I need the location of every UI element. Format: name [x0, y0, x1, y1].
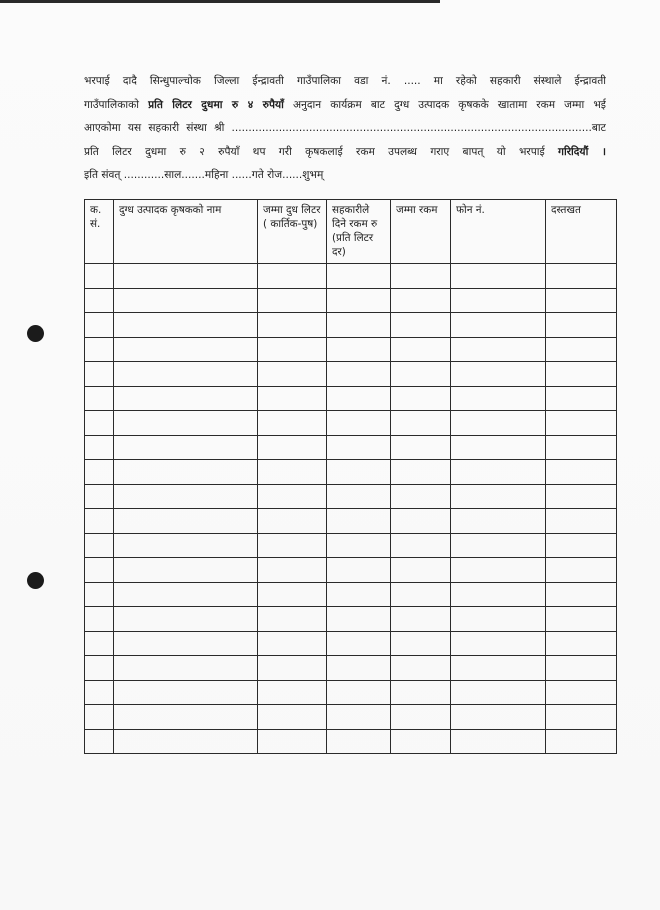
phone-cell: [451, 509, 546, 534]
phone-cell: [451, 582, 546, 607]
farmer-name-cell: [114, 288, 258, 313]
header-phone: फोन नं.: [451, 200, 546, 264]
signature-cell: [546, 362, 617, 387]
farmer-name-cell: [114, 705, 258, 730]
amount-cell: [391, 582, 451, 607]
signature-cell: [546, 484, 617, 509]
milk-liters-cell: [258, 631, 327, 656]
phone-cell: [451, 264, 546, 289]
milk-liters-cell: [258, 607, 327, 632]
rate-cell: [327, 313, 391, 338]
serial-cell: [85, 680, 114, 705]
table-row: [85, 729, 617, 754]
amount-cell: [391, 656, 451, 681]
rate-cell: [327, 337, 391, 362]
table-row: [85, 411, 617, 436]
amount-cell: [391, 362, 451, 387]
table-row: [85, 484, 617, 509]
rate-cell: [327, 729, 391, 754]
amount-cell: [391, 460, 451, 485]
rate-cell: [327, 460, 391, 485]
header-serial: क. सं.: [85, 200, 114, 264]
phone-cell: [451, 729, 546, 754]
farmer-name-cell: [114, 607, 258, 632]
signature-cell: [546, 509, 617, 534]
serial-cell: [85, 264, 114, 289]
phone-cell: [451, 386, 546, 411]
milk-liters-cell: [258, 362, 327, 387]
intro-line-4-start: प्रति लिटर दुधमा रु २ रुपैयाँ थप गरी कृषकलाई रकम उपलब्ध गराए बापत् यो भरपाई: [84, 145, 559, 158]
rate-cell: [327, 680, 391, 705]
serial-cell: [85, 313, 114, 338]
farmer-name-cell: [114, 631, 258, 656]
intro-line-3: आएकोमा यस सहकारी संस्था श्री ...........................................................................................................बाट: [84, 122, 606, 134]
header-total-amount: जम्मा रकम: [391, 200, 451, 264]
amount-cell: [391, 337, 451, 362]
signature-cell: [546, 411, 617, 436]
table-row: [85, 533, 617, 558]
farmer-name-cell: [114, 264, 258, 289]
table-row: [85, 680, 617, 705]
serial-cell: [85, 337, 114, 362]
amount-cell: [391, 680, 451, 705]
phone-cell: [451, 533, 546, 558]
table-row: [85, 558, 617, 583]
farmer-name-cell: [114, 460, 258, 485]
signature-cell: [546, 533, 617, 558]
table-row: [85, 386, 617, 411]
serial-cell: [85, 484, 114, 509]
farmer-name-cell: [114, 558, 258, 583]
farmer-name-cell: [114, 680, 258, 705]
amount-cell: [391, 288, 451, 313]
intro-line-2-bold: प्रति लिटर दुधमा रु ४ रुपैयाँ: [148, 98, 284, 111]
phone-cell: [451, 435, 546, 460]
milk-liters-cell: [258, 509, 327, 534]
farmer-name-cell: [114, 435, 258, 460]
signature-cell: [546, 460, 617, 485]
amount-cell: [391, 313, 451, 338]
intro-paragraph: [84, 70, 606, 188]
header-rate: सहकारीले दिने रकम रु (प्रति लिटर दर): [327, 200, 391, 264]
punch-hole-bottom: [27, 572, 44, 589]
milk-liters-cell: [258, 533, 327, 558]
phone-cell: [451, 705, 546, 730]
serial-cell: [85, 607, 114, 632]
serial-cell: [85, 558, 114, 583]
serial-cell: [85, 460, 114, 485]
phone-cell: [451, 337, 546, 362]
milk-liters-cell: [258, 313, 327, 338]
amount-cell: [391, 705, 451, 730]
amount-cell: [391, 631, 451, 656]
table-row: [85, 631, 617, 656]
signature-cell: [546, 337, 617, 362]
milk-liters-cell: [258, 656, 327, 681]
serial-cell: [85, 582, 114, 607]
amount-cell: [391, 533, 451, 558]
milk-liters-cell: [258, 705, 327, 730]
milk-liters-cell: [258, 337, 327, 362]
signature-cell: [546, 435, 617, 460]
serial-cell: [85, 705, 114, 730]
phone-cell: [451, 411, 546, 436]
serial-cell: [85, 386, 114, 411]
farmer-name-cell: [114, 582, 258, 607]
phone-cell: [451, 558, 546, 583]
table-row: [85, 264, 617, 289]
phone-cell: [451, 484, 546, 509]
table-header-row: [85, 200, 617, 264]
amount-cell: [391, 729, 451, 754]
intro-line-2-start: गाउँपालिकाको: [84, 98, 149, 111]
table-row: [85, 313, 617, 338]
rate-cell: [327, 656, 391, 681]
amount-cell: [391, 558, 451, 583]
farmer-name-cell: [114, 729, 258, 754]
farmer-name-cell: [114, 362, 258, 387]
milk-liters-cell: [258, 729, 327, 754]
signature-cell: [546, 313, 617, 338]
punch-hole-top: [27, 325, 44, 342]
rate-cell: [327, 435, 391, 460]
signature-cell: [546, 558, 617, 583]
signature-cell: [546, 656, 617, 681]
rate-cell: [327, 411, 391, 436]
milk-liters-cell: [258, 558, 327, 583]
phone-cell: [451, 656, 546, 681]
farmer-name-cell: [114, 656, 258, 681]
farmer-name-cell: [114, 337, 258, 362]
rate-cell: [327, 362, 391, 387]
scan-edge-mark: [0, 0, 440, 3]
rate-cell: [327, 386, 391, 411]
rate-cell: [327, 607, 391, 632]
amount-cell: [391, 435, 451, 460]
serial-cell: [85, 435, 114, 460]
milk-liters-cell: [258, 484, 327, 509]
signature-cell: [546, 288, 617, 313]
milk-liters-cell: [258, 680, 327, 705]
milk-liters-cell: [258, 386, 327, 411]
phone-cell: [451, 680, 546, 705]
phone-cell: [451, 631, 546, 656]
farmer-name-cell: [114, 411, 258, 436]
table-row: [85, 435, 617, 460]
signature-cell: [546, 582, 617, 607]
phone-cell: [451, 362, 546, 387]
signature-cell: [546, 680, 617, 705]
rate-cell: [327, 484, 391, 509]
milk-liters-cell: [258, 411, 327, 436]
milk-liters-cell: [258, 288, 327, 313]
phone-cell: [451, 607, 546, 632]
serial-cell: [85, 509, 114, 534]
serial-cell: [85, 411, 114, 436]
signature-cell: [546, 705, 617, 730]
signature-cell: [546, 386, 617, 411]
intro-line-2-end: अनुदान कार्यक्रम बाट दुग्ध उत्पादक कृषकके खातामा रकम जम्मा भई: [283, 98, 606, 111]
signature-cell: [546, 607, 617, 632]
table-row: [85, 705, 617, 730]
amount-cell: [391, 484, 451, 509]
amount-cell: [391, 386, 451, 411]
milk-liters-cell: [258, 435, 327, 460]
intro-line-2: [84, 94, 606, 118]
farmer-name-cell: [114, 313, 258, 338]
signature-cell: [546, 264, 617, 289]
header-farmer-name: दुग्ध उत्पादक कृषकको नाम: [114, 200, 258, 264]
phone-cell: [451, 313, 546, 338]
signature-cell: [546, 631, 617, 656]
rate-cell: [327, 631, 391, 656]
serial-cell: [85, 631, 114, 656]
farmer-name-cell: [114, 386, 258, 411]
farmer-name-cell: [114, 533, 258, 558]
rate-cell: [327, 533, 391, 558]
signature-cell: [546, 729, 617, 754]
intro-line-1: भरपाई दादै सिन्धुपाल्चोक जिल्ला ईन्द्रावती गाउँपालिका वडा नं. ..... मा रहेको सहकारी संस्थाले ईन्द्रावती: [84, 75, 606, 87]
header-total-milk: जम्मा दुध लिटर ( कार्तिक-पुष): [258, 200, 327, 264]
table-body: [85, 264, 617, 754]
phone-cell: [451, 288, 546, 313]
rate-cell: [327, 705, 391, 730]
table-row: [85, 460, 617, 485]
table-row: [85, 607, 617, 632]
milk-liters-cell: [258, 460, 327, 485]
amount-cell: [391, 607, 451, 632]
rate-cell: [327, 509, 391, 534]
intro-line-5: इति संवत् ............साल.......महिना ......गते रोज......शुभम्: [84, 169, 324, 181]
serial-cell: [85, 362, 114, 387]
table-row: [85, 582, 617, 607]
table-row: [85, 337, 617, 362]
rate-cell: [327, 558, 391, 583]
intro-line-4: [84, 141, 606, 165]
amount-cell: [391, 509, 451, 534]
header-signature: दस्तखत: [546, 200, 617, 264]
phone-cell: [451, 460, 546, 485]
milk-liters-cell: [258, 264, 327, 289]
serial-cell: [85, 729, 114, 754]
table-row: [85, 288, 617, 313]
table-row: [85, 362, 617, 387]
intro-line-4-bold: गरिदियौं ।: [558, 145, 606, 158]
receipt-table: [84, 199, 617, 754]
farmer-name-cell: [114, 509, 258, 534]
farmer-name-cell: [114, 484, 258, 509]
milk-liters-cell: [258, 582, 327, 607]
rate-cell: [327, 582, 391, 607]
table-row: [85, 509, 617, 534]
rate-cell: [327, 288, 391, 313]
rate-cell: [327, 264, 391, 289]
serial-cell: [85, 288, 114, 313]
serial-cell: [85, 656, 114, 681]
amount-cell: [391, 264, 451, 289]
amount-cell: [391, 411, 451, 436]
table-row: [85, 656, 617, 681]
serial-cell: [85, 533, 114, 558]
